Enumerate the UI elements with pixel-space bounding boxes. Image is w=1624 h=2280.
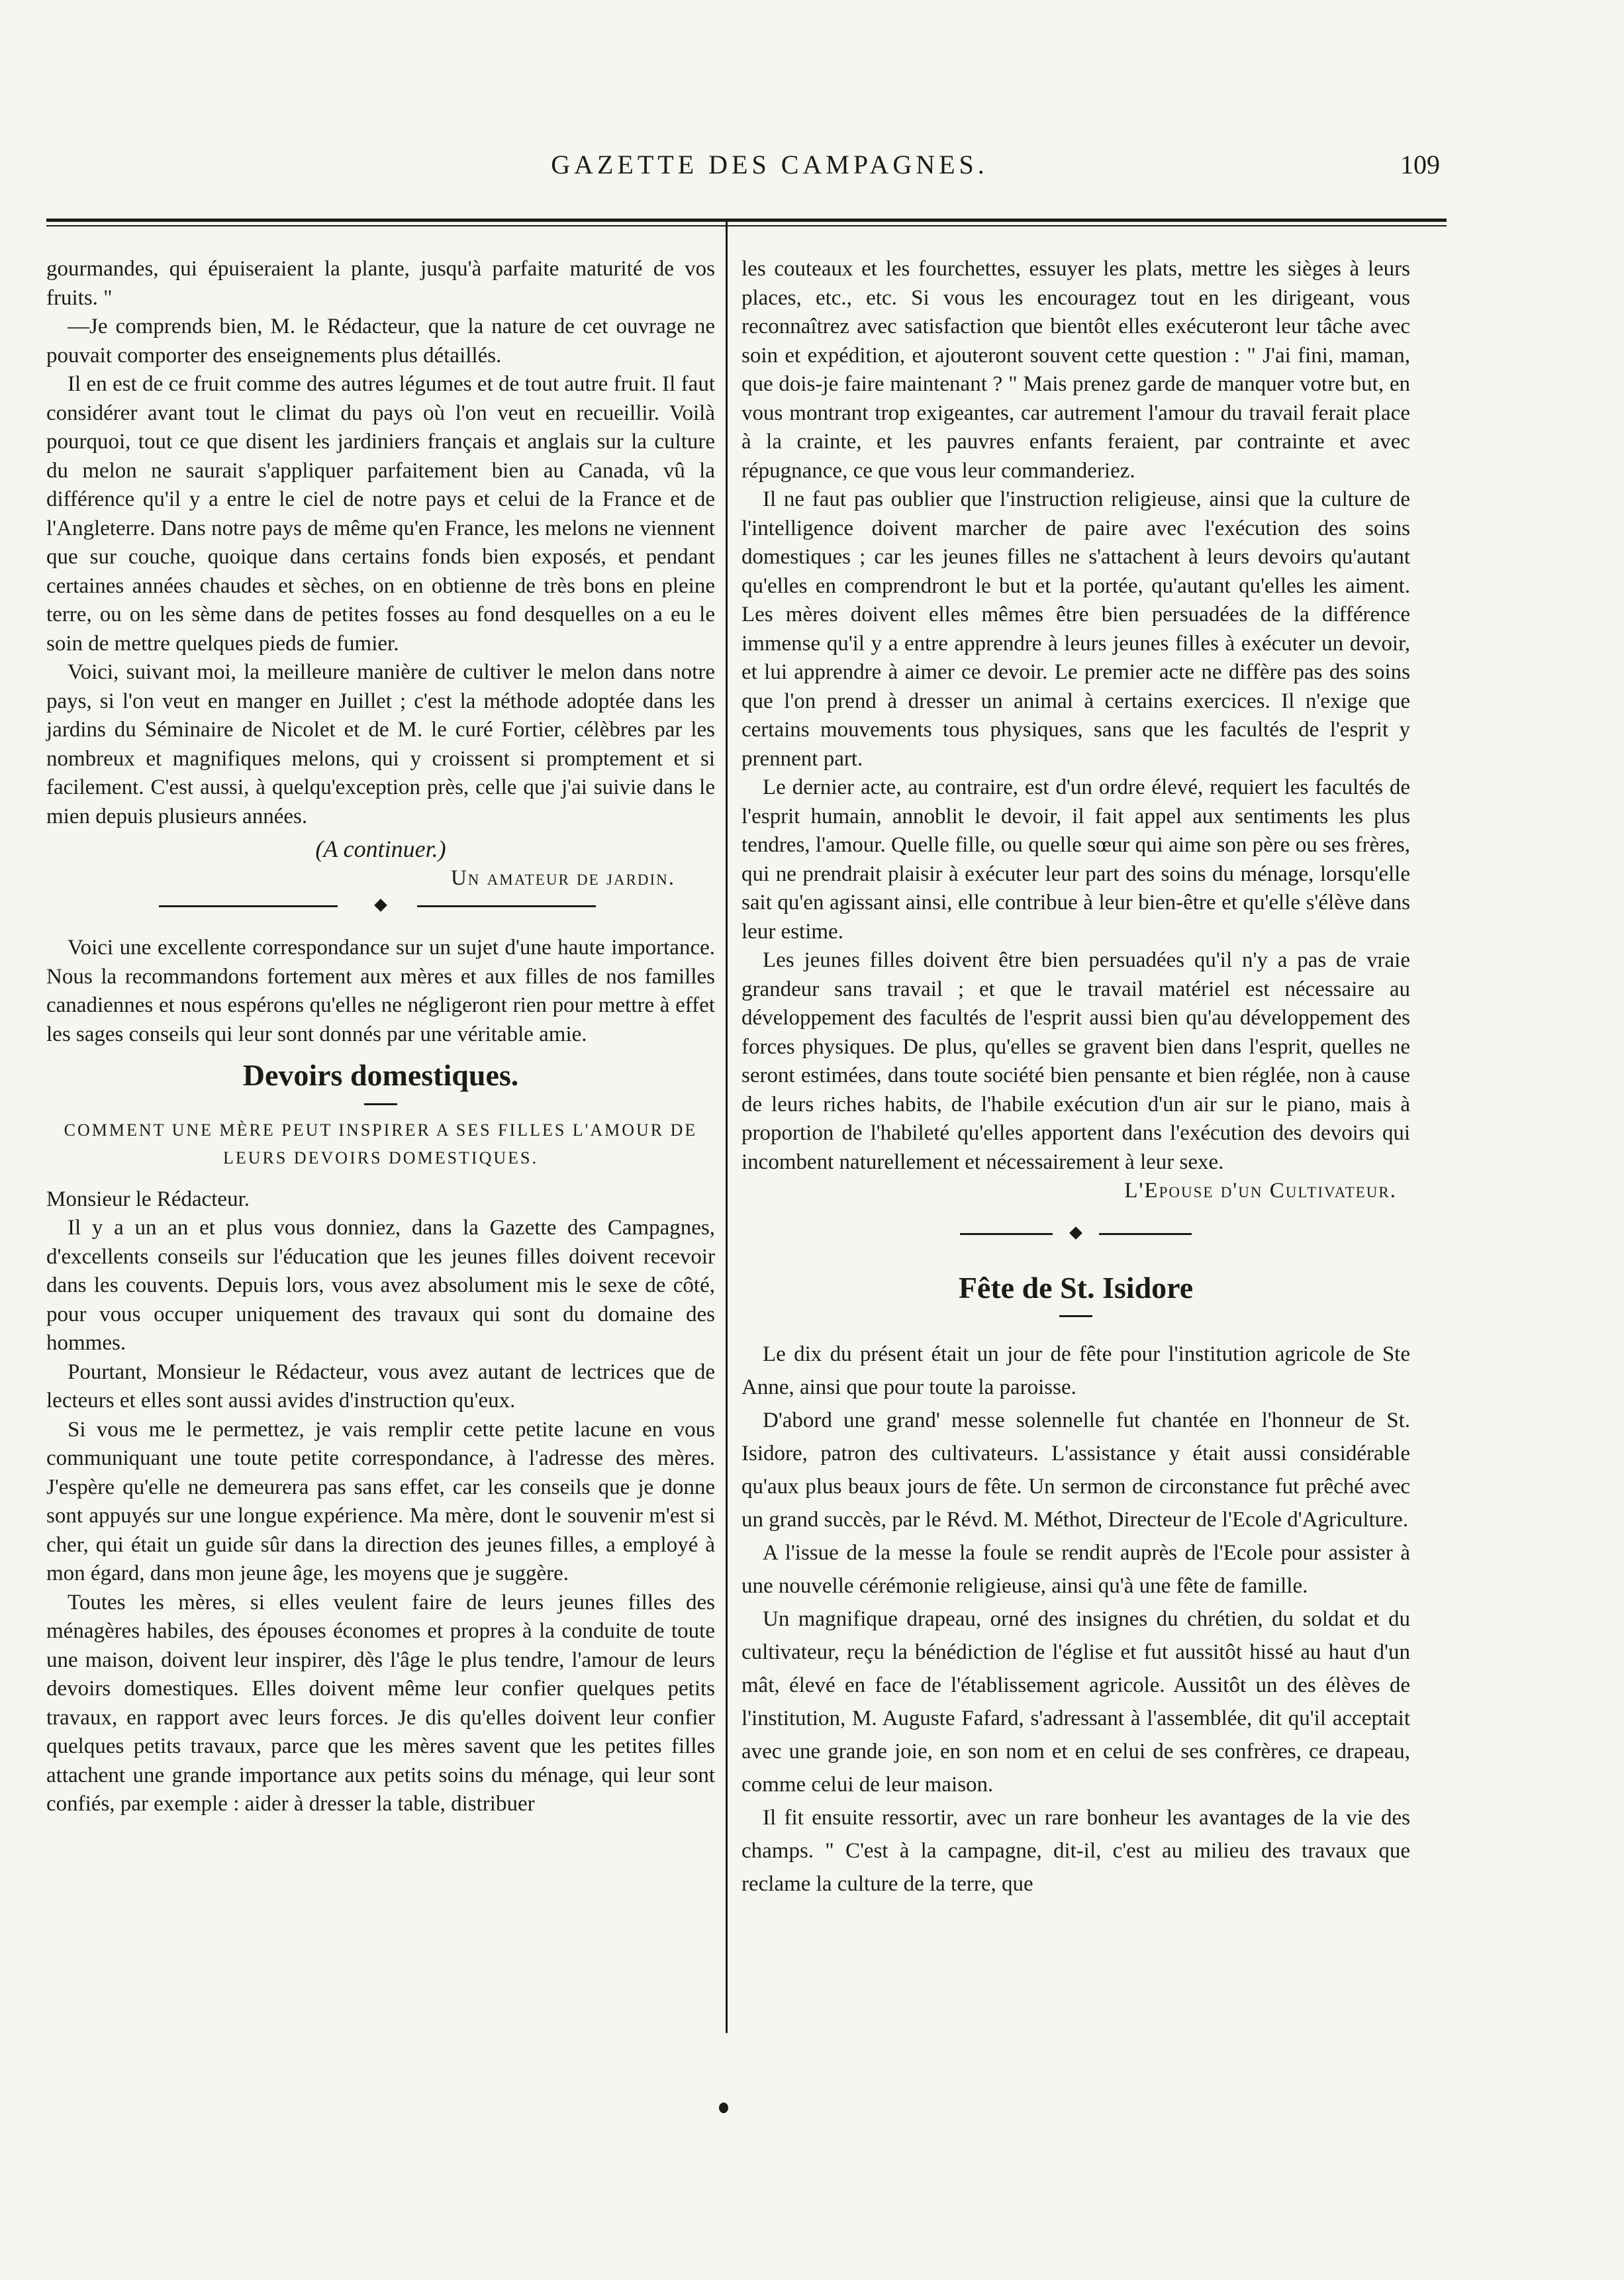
short-rule: [46, 1097, 715, 1111]
paragraph: Il y a un an et plus vous donniez, dans la Gazette des Campagnes, d'excellents conseils sur l'éducation que les jeunes filles doivent recevoir dans les couvents. Depuis lors, vous avez absolument mis le sexe de côté, pour vous occuper uniquement des travaux qui sont du domaine des hommes.: [46, 1216, 715, 1355]
paragraph: Il ne faut pas oublier que l'instruction religieuse, ainsi que la culture de l'intelligence doivent marcher de paire avec l'exécution des soins domestiques ; car les jeunes filles ne s'attachent à leurs devoirs qu'autant qu'elles en comprendront le but et la portée, qu'autant qu'elles les aiment. Les mères doivent elles mêmes être bien persuadées de la différence immense qu'il y a entre apprendre à leurs jeunes filles à exécuter un devoir, et lui apprendre à aimer ce devoir. Le premier acte ne diffère pas des soins que l'on prend à dresser un animal à certains exercices. Il n'exige que certains mouvements tous physiques, sans que les facultés de l'esprit y prennent part.: [741, 487, 1410, 771]
paragraph: Les jeunes filles doivent être bien persuadées qu'il n'y a pas de vraie grandeur sans travail ; et que le travail matériel est nécessaire au développement des facultés de l'esprit aussi bien qu'au développement des forces physiques. De plus, qu'elles se gravent bien dans l'esprit, quelles ne seront estimées, dans toute société bien pensante et bien réglée, non à cause de leurs riches habits, de l'habile exécution d'un air sur le piano, mais à proportion de l'habileté qu'elles apportent dans l'exécution des devoirs qui incombent naturellement et nécessairement à leur sexe.: [741, 948, 1410, 1174]
header-rule: [46, 219, 1447, 222]
page-header: [99, 149, 1440, 189]
ink-dot: [719, 2103, 728, 2113]
paragraph: —Je comprends bien, M. le Rédacteur, que la nature de cet ouvrage ne pouvait comporter des enseignements plus détaillés.: [46, 315, 715, 368]
right-column: [741, 255, 1410, 1901]
paragraph: Voici, suivant moi, la meilleure manière de cultiver le melon dans notre pays, si l'on veut en manger en Juillet ; c'est la méthode adoptée dans les jardins du Séminaire de Nicolet et de M. le curé Fortier, célèbres par les nombreux et magnifiques melons, qui y croissent si promptement et si facilement. C'est aussi, à quelqu'exception près, celle que j'ai suivie dans le mien depuis plusieurs années.: [46, 660, 715, 828]
header-rule-thin: [46, 225, 1447, 226]
left-column: [46, 255, 715, 1819]
paragraph: les couteaux et les fourchettes, essuyer les plats, mettre les sièges à leurs places, etc., etc. Si vous les encouragez tout en les dirigeant, vous reconnaîtrez avec satisfaction que bientôt elles exécuteront leur tâche avec soin et expédition, et ajouteront souvent cette question : " J'ai fini, maman, que dois-je faire maintenant ? " Mais prenez garde de manquer votre but, en vous montrant trop exigeantes, car autrement l'amour du travail ferait place à la crainte, et les pauvres enfants feraient, par contrainte et avec répugnance, ce que vous leur commanderiez.: [741, 257, 1410, 483]
page-number: 109: [1400, 150, 1440, 179]
editor-intro: Voici une excellente correspondance sur un sujet d'une haute importance. Nous la recommandons fortement aux mères et aux filles de nos familles canadiennes et nous espérons qu'elles ne négligeront rien pour mettre à effet les sages conseils qui leur sont donnés par une véritable amie.: [46, 936, 715, 1046]
paragraph: gourmandes, qui épuiseraient la plante, jusqu'à parfaite maturité de vos fruits. ": [46, 257, 715, 310]
short-rule: [741, 1309, 1410, 1323]
section-subtitle: COMMENT UNE MÈRE PEUT INSPIRER A SES FILLES L'AMOUR DE LEURS DEVOIRS DOMESTIQUES.: [64, 1120, 698, 1167]
article-signature: Un amateur de jardin.: [450, 866, 675, 890]
paragraph: D'abord une grand' messe solennelle fut chantée en l'honneur de St. Isidore, patron des cultivateurs. L'assistance y était aussi considérable qu'aux plus beaux jours de fête. Un sermon de circonstance fut prêché avec un grand succès, par le Révd. M. Méthot, Directeur de l'Ecole d'Agriculture.: [741, 1409, 1410, 1532]
paragraph: Le dernier acte, au contraire, est d'un ordre élevé, requiert les facultés de l'esprit humain, annoblit le devoir, il fait appel aux sentiments les plus tendres, l'amour. Quelle fille, ou quelle sœur qui aime son père ou ses frères, qui ne prendrait plaisir à exécuter leur part des soins du ménage, lorsqu'elle sait qu'en agissant ainsi, elle contribue à leur bien-être et qu'elle s'élève dans leur estime.: [741, 775, 1410, 944]
paragraph: A l'issue de la messe la foule se rendit auprès de l'Ecole pour assister à une nouvelle cérémonie religieuse, ainsi qu'à une fête de famille.: [741, 1541, 1410, 1598]
paragraph: Si vous me le permettez, je vais remplir cette petite lacune en vous communiquant une toute petite correspondance, à l'adresse des mères. J'espère qu'elle ne demeurera pas sans effet, car les conseils que je donne sont appuyés sur une longue expérience. Ma mère, dont le souvenir m'est si cher, qui était un guide sûr dans la direction des jeunes filles, a employé à mon égard, dans mon jeune âge, les moyens que je suggère.: [46, 1417, 715, 1585]
continue-note: (A continuer.): [315, 836, 446, 862]
salutation: Monsieur le Rédacteur.: [46, 1187, 250, 1211]
paragraph: Un magnifique drapeau, orné des insignes du chrétien, du soldat et du cultivateur, reçu la bénédiction de l'église et fut aussitôt hissé au haut d'un mât, élevé en face de l'établissement agricole. Aussitôt un des élèves de l'institution, M. Auguste Fafard, s'adressant à l'assemblée, dit qu'il acceptait avec une grande joie, en son nom et en celui de ses confrères, ce drapeau, comme celui de leur maison.: [741, 1607, 1410, 1797]
newspaper-title: GAZETTE DES CAMPAGNES.: [551, 150, 988, 179]
paragraph: Pourtant, Monsieur le Rédacteur, vous avez autant de lectrices que de lecteurs et elles sont aussi avides d'instruction qu'eux.: [46, 1360, 715, 1413]
ornament-divider: [741, 1220, 1410, 1247]
ornament-divider: [46, 893, 715, 919]
article-signature: L'Epouse d'un Cultivateur.: [1124, 1179, 1397, 1203]
section-title: Devoirs domestiques.: [242, 1058, 519, 1092]
paragraph: Il fit ensuite ressortir, avec un rare bonheur les avantages de la vie des champs. " C'est à la campagne, dit-il, c'est au milieu des travaux que reclame la culture de la terre, que: [741, 1806, 1410, 1896]
section-title: Fête de St. Isidore: [958, 1270, 1194, 1305]
paragraph: Il en est de ce fruit comme des autres légumes et de tout autre fruit. Il faut considérer avant tout le climat du pays où l'on veut en recueillir. Voilà pourquoi, tout ce que disent les jardiniers français et anglais sur la culture du melon ne saurait s'appliquer parfaitement bien au Canada, vû la différence qu'il y a entre le ciel de notre pays et celui de la France et de l'Angleterre. Dans notre pays de même qu'en France, les melons ne viennent que sur couche, quoique dans certains fonds bien exposés, et pendant certaines années chaudes et sèches, on en obtienne de très bons en pleine terre, ou on les sème dans de petites fosses au fond desquelles on a eu le soin de mettre quelques pieds de fumier.: [46, 372, 715, 656]
paragraph: Toutes les mères, si elles veulent faire de leurs jeunes filles des ménagères habiles, des épouses économes et propres à la conduite de toute une maison, doivent leur inspirer, dès l'âge le plus tendre, l'amour de leurs devoirs domestiques. Elles doivent même leur confier quelques petits travaux, en rapport avec leurs forces. Je dis qu'elles doivent leur confier quelques petits travaux, parce que les mères savent que les petites filles attachent une grande importance aux petits soins du ménage, qui leur sont confiés, par exemple : aider à dresser la table, distribuer: [46, 1590, 715, 1816]
column-divider: [726, 219, 728, 2033]
paragraph: Le dix du présent était un jour de fête pour l'institution agricole de Ste Anne, ainsi que pour toute la paroisse.: [741, 1342, 1410, 1399]
